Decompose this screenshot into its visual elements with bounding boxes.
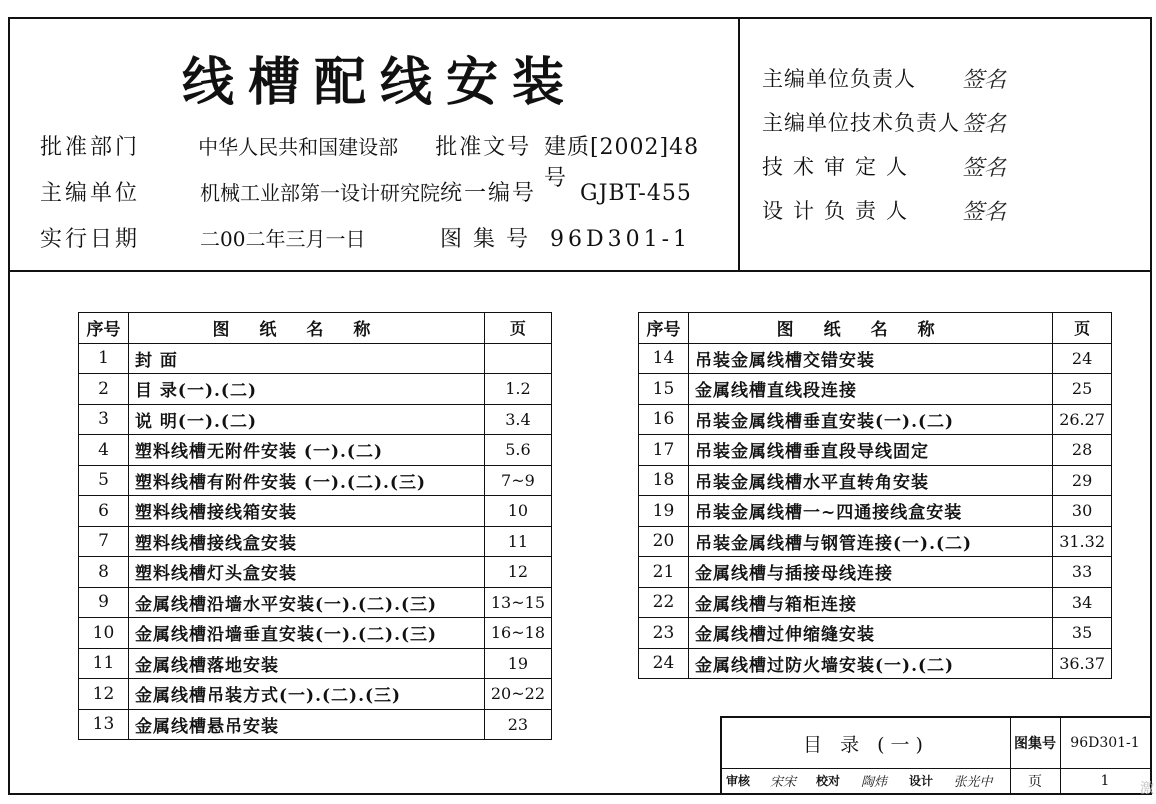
approval-dept-label: 批准部门 (40, 135, 141, 160)
unified-no-label: 统一编号 (440, 181, 537, 206)
row-name: 金属线槽过防火墙安装(一).(二) (689, 648, 1053, 679)
table-header-row (639, 313, 1112, 344)
table-row (639, 404, 1112, 435)
row-page: 10 (484, 496, 551, 527)
row-page: 20~22 (484, 679, 551, 710)
unified-no-value: GJBT-455 (580, 181, 692, 206)
responsible-label: 主编单位负责人 (762, 67, 916, 91)
title-block-atlas-label: 图集号 (1014, 736, 1056, 752)
row-page: 33 (1053, 557, 1112, 588)
table-row (79, 465, 552, 496)
table-row (79, 404, 552, 435)
table-row (79, 679, 552, 710)
row-name: 吊装金属线槽一~四通接线盒安装 (689, 496, 1053, 527)
row-page: 35 (1053, 618, 1112, 649)
row-number: 14 (639, 343, 689, 374)
approval-doc-value: 建质[2002]48号 (543, 135, 700, 191)
signature-image: 签名 (962, 199, 1007, 225)
row-name: 吊装金属线槽水平直转角安装 (689, 465, 1053, 496)
date-value: 二00二年三月一日 (200, 227, 366, 251)
row-number: 20 (639, 526, 689, 557)
toc-right-body (639, 343, 1112, 679)
table-row (639, 557, 1112, 588)
row-name: 吊装金属线槽垂直段导线固定 (689, 435, 1053, 466)
toc-table-left (78, 312, 552, 740)
row-name: 金属线槽直线段连接 (689, 374, 1053, 405)
table-row (79, 526, 552, 557)
row-page: 23 (484, 709, 551, 740)
table-row (639, 465, 1112, 496)
design-signature: 张光中 (953, 775, 993, 790)
meta-row-date (40, 222, 720, 268)
responsible-row (762, 188, 1142, 232)
row-page: 3.4 (484, 404, 551, 435)
row-page: 19 (484, 648, 551, 679)
review-signature: 宋宋 (769, 775, 796, 790)
editor-label: 主编单位 (40, 181, 141, 206)
signature-image: 签名 (962, 155, 1007, 181)
table-row (639, 435, 1112, 466)
meta-row-approval (40, 130, 720, 191)
responsible-row (762, 144, 1142, 188)
table-row (639, 496, 1112, 527)
row-name: 金属线槽与插接母线连接 (689, 557, 1053, 588)
signature-image: 签名 (962, 67, 1007, 93)
row-number: 1 (79, 343, 129, 374)
row-page: 1.2 (484, 374, 551, 405)
atlas-no-label: 图 集 号 (440, 227, 530, 252)
toc-left-body (79, 343, 552, 740)
responsible-row (762, 100, 1142, 144)
table-row (79, 709, 552, 740)
signature-image: 签名 (962, 111, 1007, 137)
table-row (79, 557, 552, 588)
row-name: 金属线槽悬吊安装 (129, 709, 485, 740)
row-page: 36.37 (1053, 648, 1112, 679)
row-number: 10 (79, 618, 129, 649)
row-number: 9 (79, 587, 129, 618)
table-row (79, 618, 552, 649)
row-number: 7 (79, 526, 129, 557)
row-number: 21 (639, 557, 689, 588)
row-page: 31.32 (1053, 526, 1112, 557)
row-page: 34 (1053, 587, 1112, 618)
row-number: 5 (79, 465, 129, 496)
meta-row-editor (40, 176, 720, 222)
header-divider (8, 270, 1152, 272)
row-number: 17 (639, 435, 689, 466)
table-row (79, 496, 552, 527)
table-row (79, 435, 552, 466)
row-name: 塑料线槽无附件安装 (一).(二) (129, 435, 485, 466)
row-name: 塑料线槽有附件安装 (一).(二).(三) (129, 465, 485, 496)
review-label: 审核 (725, 774, 750, 788)
table-row (639, 526, 1112, 557)
corner-watermark: 激 (1140, 781, 1154, 797)
row-name: 金属线槽与箱柜连接 (689, 587, 1053, 618)
table-row (639, 587, 1112, 618)
row-page: 25 (1053, 374, 1112, 405)
title-block (720, 716, 1152, 795)
row-number: 18 (639, 465, 689, 496)
page-label: 页 (1028, 773, 1042, 790)
row-number: 4 (79, 435, 129, 466)
toc-table-right (638, 312, 1112, 679)
row-page: 12 (484, 557, 551, 588)
row-number: 22 (639, 587, 689, 618)
row-number: 15 (639, 374, 689, 405)
editor-value: 机械工业部第一设计研究院 (200, 181, 440, 205)
page-title: 线槽配线安装 (181, 52, 578, 113)
header-page: 页 (1053, 313, 1112, 344)
row-page: 7~9 (484, 465, 551, 496)
table-row (639, 374, 1112, 405)
title-block-atlas-value: 96D301-1 (1070, 735, 1140, 751)
row-name: 吊装金属线槽与钢管连接(一).(二) (689, 526, 1053, 557)
row-name: 封 面 (129, 343, 485, 374)
row-page: 24 (1053, 343, 1112, 374)
row-name: 塑料线槽接线盒安装 (129, 526, 485, 557)
row-name: 吊装金属线槽交错安装 (689, 343, 1053, 374)
design-label: 设计 (908, 774, 933, 788)
row-page: 13~15 (484, 587, 551, 618)
row-number: 3 (79, 404, 129, 435)
header-name: 图纸名称 (129, 313, 485, 344)
title-block-sign-row (722, 768, 1010, 793)
row-name: 金属线槽吊装方式(一).(二).(三) (129, 679, 485, 710)
check-signature: 陶炜 (860, 775, 887, 790)
table-row (79, 648, 552, 679)
header-no: 序号 (639, 313, 689, 344)
row-name: 目 录(一).(二) (129, 374, 485, 405)
approval-dept-value: 中华人民共和国建设部 (198, 135, 399, 159)
responsible-block (762, 56, 1142, 232)
title-block-name: 目 录 (一) (803, 733, 929, 756)
header-name: 图纸名称 (689, 313, 1053, 344)
table-header-row (79, 313, 552, 344)
row-page: 11 (484, 526, 551, 557)
row-name: 吊装金属线槽垂直安装(一).(二) (689, 404, 1053, 435)
table-row (639, 648, 1112, 679)
responsible-label: 设计负责人 (762, 199, 917, 223)
row-name: 金属线槽过伸缩缝安装 (689, 618, 1053, 649)
meta-block (40, 130, 720, 268)
responsible-label: 主编单位技术负责人 (762, 111, 960, 135)
row-page: 30 (1053, 496, 1112, 527)
row-number: 2 (79, 374, 129, 405)
row-number: 8 (79, 557, 129, 588)
row-number: 12 (79, 679, 129, 710)
table-row (79, 587, 552, 618)
table-row (639, 343, 1112, 374)
table-row (79, 343, 552, 374)
atlas-no-value: 96D301-1 (550, 227, 692, 252)
header-vertical-divider (738, 17, 740, 271)
row-name: 金属线槽落地安装 (129, 648, 485, 679)
row-number: 23 (639, 618, 689, 649)
row-number: 16 (639, 404, 689, 435)
table-row (639, 618, 1112, 649)
row-name: 金属线槽沿墙水平安装(一).(二).(三) (129, 587, 485, 618)
row-name: 塑料线槽灯头盒安装 (129, 557, 485, 588)
check-label: 校对 (815, 774, 840, 788)
responsible-label: 技术审定人 (762, 155, 917, 179)
row-name: 塑料线槽接线箱安装 (129, 496, 485, 527)
row-number: 6 (79, 496, 129, 527)
row-name: 说 明(一).(二) (129, 404, 485, 435)
row-page: 26.27 (1053, 404, 1112, 435)
row-number: 11 (79, 648, 129, 679)
row-number: 13 (79, 709, 129, 740)
table-row (79, 374, 552, 405)
row-page (484, 343, 551, 374)
approval-doc-label: 批准文号 (435, 135, 532, 160)
row-page: 29 (1053, 465, 1112, 496)
header-no: 序号 (79, 313, 129, 344)
responsible-row (762, 56, 1142, 100)
row-number: 24 (639, 648, 689, 679)
row-page: 5.6 (484, 435, 551, 466)
row-page: 16~18 (484, 618, 551, 649)
row-page: 28 (1053, 435, 1112, 466)
header-page: 页 (484, 313, 551, 344)
date-label: 实行日期 (40, 227, 141, 252)
row-name: 金属线槽沿墙垂直安装(一).(二).(三) (129, 618, 485, 649)
row-number: 19 (639, 496, 689, 527)
page-value: 1 (1100, 772, 1110, 789)
